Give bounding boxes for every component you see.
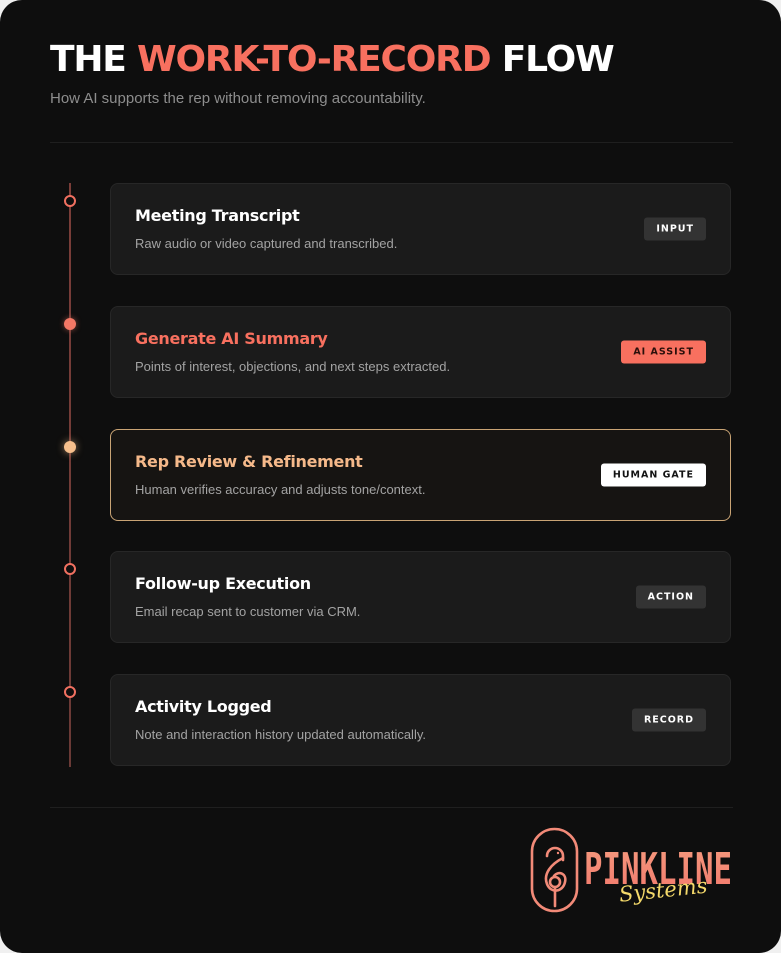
title-suffix: FLOW (490, 39, 614, 80)
step-badge-record: RECORD (632, 709, 706, 732)
step-title: Follow-up Execution (135, 574, 311, 593)
logo-wordmark: PINKLINE (584, 844, 732, 895)
step-activity-logged (110, 674, 731, 766)
timeline-node-4 (64, 563, 76, 575)
logo-script: Systems (617, 873, 709, 907)
step-title: Rep Review & Refinement (135, 452, 363, 471)
step-rep-review (110, 429, 731, 521)
step-badge-human-gate: HUMAN GATE (601, 464, 706, 487)
bottom-divider (50, 807, 733, 808)
step-meeting-transcript (110, 183, 731, 275)
step-badge-input: INPUT (644, 218, 706, 241)
step-title: Activity Logged (135, 697, 272, 716)
page-title (50, 40, 614, 80)
step-description: Human verifies accuracy and adjusts tone/context. (135, 482, 426, 497)
timeline-node-3 (64, 441, 76, 453)
step-title: Meeting Transcript (135, 206, 300, 225)
timeline-node-1 (64, 195, 76, 207)
step-description: Email recap sent to customer via CRM. (135, 604, 361, 619)
step-description: Points of interest, objections, and next steps extracted. (135, 359, 451, 374)
page-subtitle: How AI supports the rep without removing accountability. (50, 90, 426, 107)
title-accent: WORK-TO-RECORD (137, 39, 491, 80)
top-divider (50, 142, 733, 143)
timeline-node-5 (64, 686, 76, 698)
step-title: Generate AI Summary (135, 329, 328, 348)
title-prefix: THE (50, 39, 138, 80)
pinkline-logo (529, 826, 734, 914)
timeline-node-2 (64, 318, 76, 330)
timeline-line (69, 183, 71, 767)
flamingo-emblem-icon (532, 829, 577, 911)
step-generate-ai-summary (110, 306, 731, 398)
step-description: Note and interaction history updated automatically. (135, 727, 426, 742)
step-description: Raw audio or video captured and transcribed. (135, 236, 398, 251)
step-follow-up-execution (110, 551, 731, 643)
step-badge-ai-assist: AI ASSIST (621, 341, 706, 364)
step-badge-action: ACTION (636, 586, 706, 609)
